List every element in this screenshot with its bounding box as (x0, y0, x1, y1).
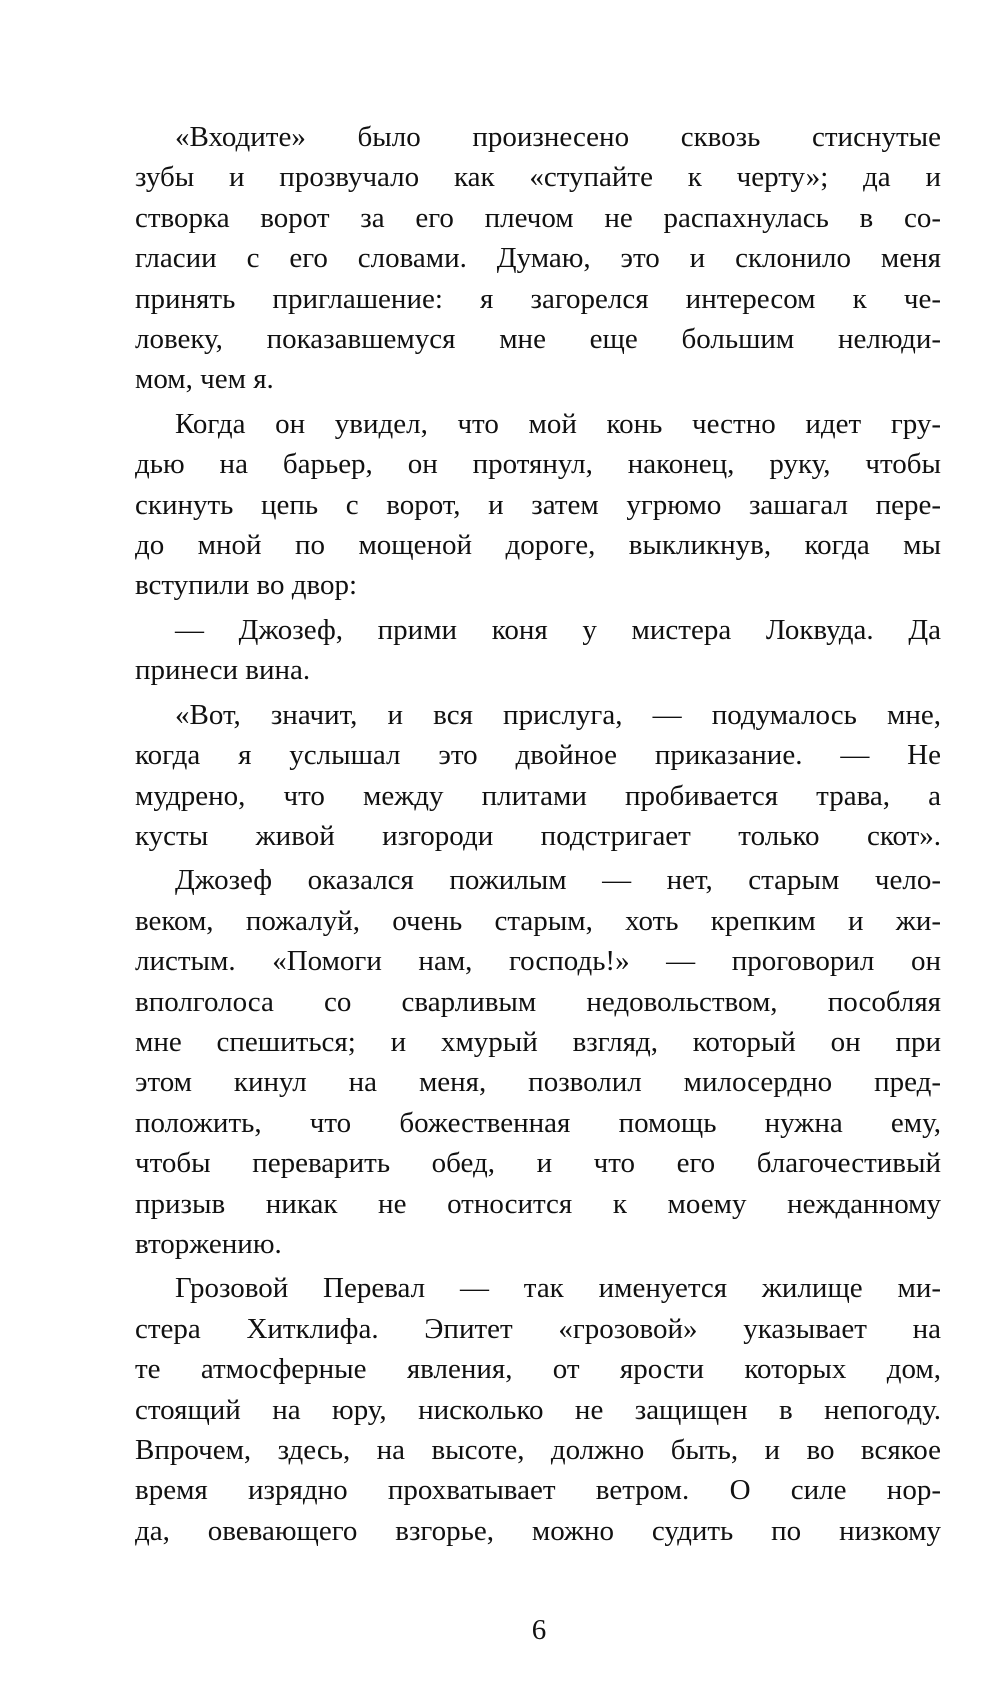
text-line: «Вот, значит, и вся прислуга, — подумалось мне, (175, 698, 941, 731)
text-line: вступили во двор: (135, 569, 358, 602)
text-line: время изрядно прохватывает ветром. О силе нор- (135, 1474, 941, 1507)
text-line: Джозеф оказался пожилым — нет, старым чело- (175, 864, 941, 897)
text-line: листым. «Помоги нам, господь!» — проговорил он (135, 945, 941, 978)
text-line: чтобы переварить обед, и что его благочестивый (135, 1147, 941, 1180)
text-line: скинуть цепь с ворот, и затем угрюмо зашагал пере- (135, 488, 941, 521)
paragraph (135, 1268, 941, 1551)
text-line: дью на барьер, он протянул, наконец, руку, чтобы (135, 448, 941, 481)
text-line: стера Хитклифа. Эпитет «грозовой» указывает на (135, 1312, 941, 1345)
paragraph (135, 404, 941, 606)
paragraph (135, 117, 941, 400)
text-line: кусты живой изгороди подстригает только скот». (135, 819, 941, 852)
text-line: — Джозеф, прими коня у мистера Локвуда. Да (175, 613, 941, 646)
text-line: гласии с его словами. Думаю, это и склонило меня (135, 242, 941, 275)
text-line: Когда он увидел, что мой конь честно идет гру- (175, 407, 941, 440)
text-line: Впрочем, здесь, на высоте, должно быть, и во всякое (135, 1434, 941, 1466)
text-line: створка ворот за его плечом не распахнулась в со- (135, 201, 941, 234)
text-line: мудрено, что между плитами пробивается трава, а (135, 779, 941, 812)
text-line: зубы и прозвучало как «ступайте к черту»; да и (135, 161, 941, 194)
text-line: ловеку, показавшемуся мне еще большим нелюди- (135, 323, 941, 356)
text-line: до мной по мощеной дороге, выкликнув, когда мы (135, 529, 941, 562)
page-body (135, 117, 941, 1551)
text-line: призыв никак не относится к моему нежданному (135, 1187, 941, 1220)
text-line: когда я услышал это двойное приказание. — Не (135, 739, 941, 772)
paragraph (135, 695, 941, 857)
paragraph (135, 610, 941, 691)
text-line: Грозовой Перевал — так именуется жилище ми- (175, 1272, 941, 1305)
text-line: этом кинул на меня, позволил милосердно пред- (135, 1066, 941, 1099)
text-line: да, овевающего взгорье, можно судить по низкому (135, 1514, 941, 1547)
text-line: положить, что божественная помощь нужна ему, (135, 1106, 941, 1139)
text-line: веком, пожалуй, очень старым, хоть крепким и жи- (135, 904, 941, 937)
text-line: мне спешиться; и хмурый взгляд, который он при (135, 1025, 941, 1058)
text-line: стоящий на юру, нисколько не защищен в непогоду. (135, 1393, 941, 1426)
text-line: те атмосферные явления, от ярости которых дом, (135, 1353, 941, 1386)
text-line: принять приглашение: я загорелся интересом к че- (135, 282, 941, 315)
text-line: мом, чем я. (135, 363, 274, 396)
page-number: 6 (531, 1614, 547, 1646)
text-line: вполголоса со сварливым недовольством, пособляя (135, 985, 941, 1018)
text-line: принеси вина. (135, 654, 311, 687)
text-line: вторжению. (135, 1227, 282, 1260)
paragraph (135, 860, 941, 1264)
text-line: «Входите» было произнесено сквозь стиснутые (175, 121, 941, 153)
